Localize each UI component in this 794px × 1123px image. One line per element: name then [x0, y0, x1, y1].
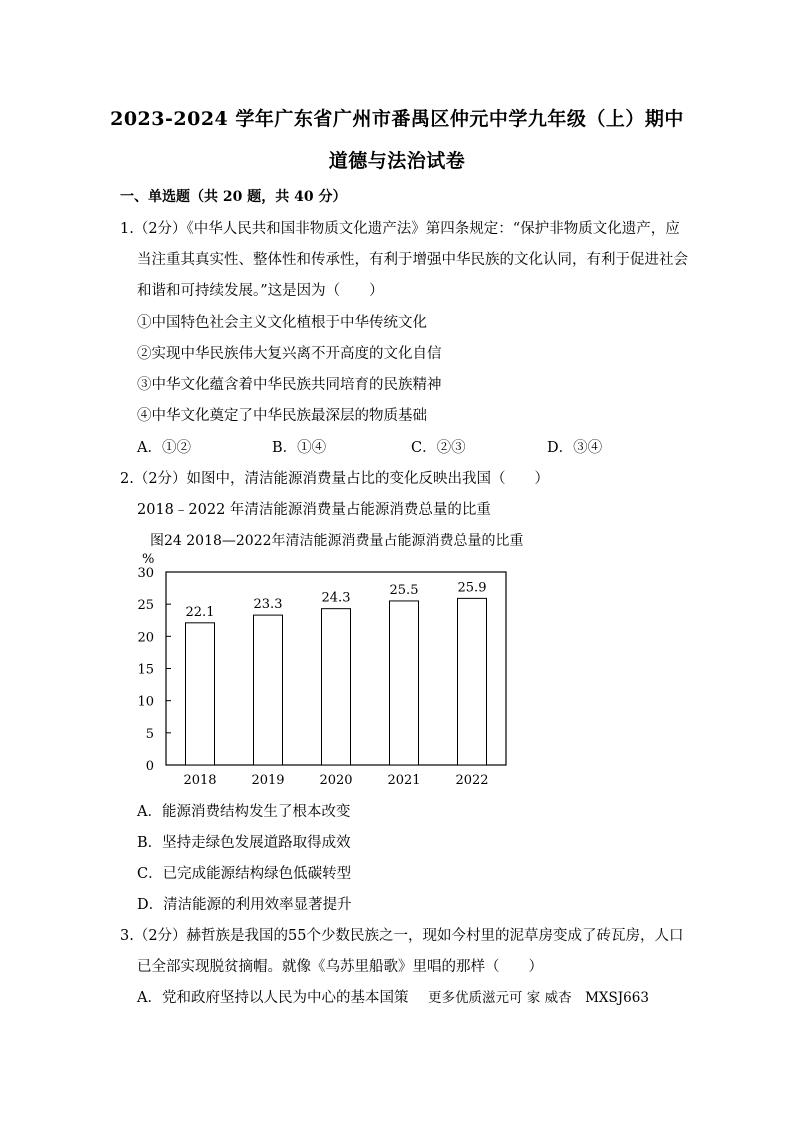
x-tick-label: 2018: [183, 773, 217, 788]
y-tick-label: 20: [137, 630, 154, 646]
q2-option-a[interactable]: A．能源消费结构发生了根本改变: [137, 804, 351, 820]
y-tick-label: 5: [145, 726, 154, 742]
q3-option-a[interactable]: A．党和政府坚持以人民为中心的基本国策: [137, 990, 409, 1006]
q1-options: [0, 436, 794, 456]
q1-option-d[interactable]: D．③④: [547, 440, 603, 456]
bar: [458, 598, 487, 765]
q1-stem-line3: 和谐和可持续发展。”这是因为（ ）: [137, 283, 384, 299]
q1-statement-4: ④中华文化奠定了中华民族最深层的物质基础: [137, 408, 427, 424]
x-tick-label: 2022: [455, 773, 489, 788]
x-tick-label: 2020: [319, 773, 353, 788]
q2-stem: 2.（2分）如图中，清洁能源消费量占比的变化反映出我国（ ）: [120, 471, 550, 487]
y-tick-label: 0: [145, 759, 154, 774]
exam-title-line2: 道德与法治试卷: [328, 150, 466, 172]
bar-chart: [120, 522, 540, 792]
section-heading: 一、单选题（共 20 题，共 40 分）: [120, 189, 347, 205]
y-tick-label: 25: [137, 598, 154, 614]
bar: [390, 601, 419, 765]
x-tick-label: 2019: [251, 773, 285, 788]
exam-title-line1: 2023-2024 学年广东省广州市番禺区仲元中学九年级（上）期中: [110, 108, 684, 130]
y-tick-label: 15: [137, 662, 154, 678]
q1-stem-line1: 1.（2分）《中华人民共和国非物质文化遗产法》第四条规定：“保护非物质文化遗产，应: [120, 221, 680, 237]
bar: [322, 609, 351, 765]
q1-statement-2: ②实现中华民族伟大复兴离不开高度的文化自信: [137, 346, 442, 362]
q3-stem-line1: 3.（2分）赫哲族是我国的55个少数民族之一，现如今村里的泥草房变成了砖瓦房，人口: [120, 928, 684, 944]
bar-value-label: 24.3: [321, 590, 351, 606]
q1-statement-3: ③中华文化蕴含着中华民族共同培育的民族精神: [137, 377, 442, 393]
q1-option-a[interactable]: A．①②: [137, 440, 191, 456]
chart-title: 图24 2018—2022年清洁能源消费量占能源消费总量的比重: [150, 533, 524, 549]
bar-value-label: 23.3: [253, 597, 283, 613]
q2-option-d[interactable]: D．清洁能源的利用效率显著提升: [137, 897, 352, 913]
bar: [186, 623, 215, 765]
q2-option-c[interactable]: C．已完成能源结构绿色低碳转型: [137, 866, 352, 882]
q1-option-c[interactable]: C．②③: [411, 440, 466, 456]
q2-option-b[interactable]: B．坚持走绿色发展道路取得成效: [137, 835, 351, 851]
q3-stem-line2: 已全部实现脱贫摘帽。就像《乌苏里船歌》里唱的那样（ ）: [137, 959, 543, 975]
y-tick-label: 30: [137, 566, 154, 581]
q2-caption: 2018﹣2022 年清洁能源消费量占能源消费总量的比重: [137, 502, 491, 518]
q1-option-b[interactable]: B．①④: [272, 440, 327, 456]
bar: [254, 615, 283, 765]
bar-value-label: 25.5: [389, 582, 419, 598]
x-tick-label: 2021: [387, 773, 421, 788]
y-tick-label: 10: [137, 694, 154, 710]
watermark-text: 更多优质滋元可 家 威杏 MXSJ663: [428, 990, 649, 1006]
q1-stem-line2: 当注重其真实性、整体性和传承性，有利于增强中华民族的文化认同，有利于促进社会: [137, 252, 688, 268]
bar-value-label: 25.9: [457, 580, 487, 596]
bar-value-label: 22.1: [185, 604, 215, 620]
y-axis-label: %: [142, 552, 155, 567]
q1-statement-1: ①中国特色社会主义文化植根于中华传统文化: [137, 315, 427, 331]
